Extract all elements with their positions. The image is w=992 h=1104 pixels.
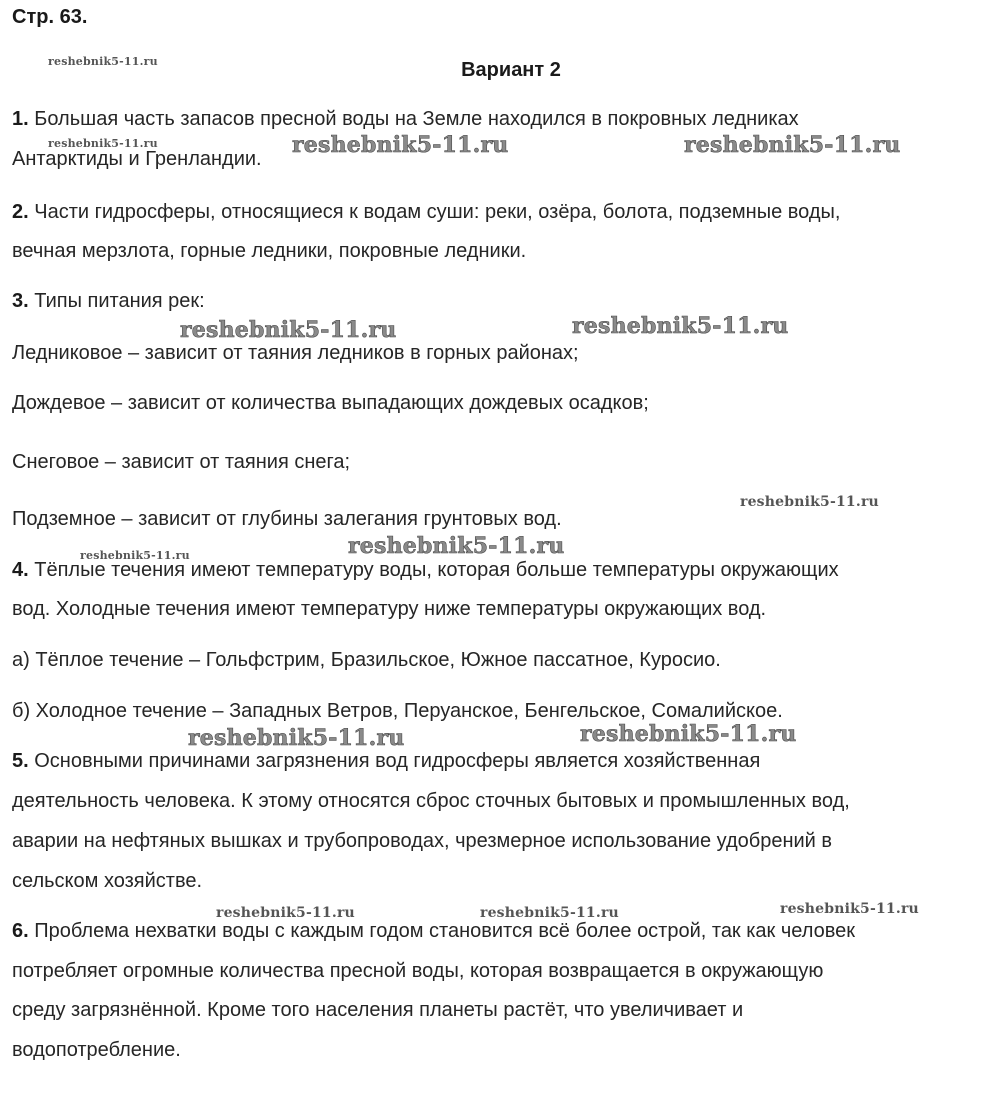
watermark: reshebnik5-11.ru — [80, 549, 190, 562]
answer-4-number: 4. — [12, 559, 29, 581]
answer-3-text: Типы питания рек: — [34, 290, 205, 312]
watermark: reshebnik5-11.ru — [292, 132, 509, 158]
watermark: reshebnik5-11.ru — [684, 132, 901, 158]
answer-6-line-2: потребляет огромные количества пресной воды, которая возвращается в окружающую — [12, 960, 824, 982]
answer-5-line-1 — [12, 749, 760, 773]
answer-1-line-1 — [12, 107, 799, 131]
answer-6-line-1 — [12, 919, 855, 943]
watermark: reshebnik5-11.ru — [580, 721, 797, 747]
watermark: reshebnik5-11.ru — [780, 901, 919, 917]
answer-6-line-4: водопотребление. — [12, 1039, 181, 1061]
answer-3-item-ground: Подземное – зависит от глубины залегания грунтовых вод. — [12, 508, 562, 530]
answer-3-intro — [12, 289, 205, 313]
answer-3-item-snow: Снеговое – зависит от таяния снега; — [12, 451, 351, 473]
answer-6-number: 6. — [12, 920, 29, 942]
variant-title: Вариант 2 — [461, 59, 561, 81]
answer-6-text: Проблема нехватки воды с каждым годом становится всё более острой, так как человек — [34, 920, 856, 942]
answer-5-line-4: сельском хозяйстве. — [12, 870, 203, 892]
answer-5-number: 5. — [12, 750, 29, 772]
answer-2-text: Части гидросферы, относящиеся к водам суши: реки, озёра, болота, подземные воды, — [34, 201, 841, 223]
watermark: reshebnik5-11.ru — [480, 905, 619, 921]
answer-5-text: Основными причинами загрязнения вод гидросферы является хозяйственная — [34, 750, 761, 772]
answer-5-line-3: аварии на нефтяных вышках и трубопроводах, чрезмерное использование удобрений в — [12, 830, 833, 852]
answer-6-line-3: среду загрязнённой. Кроме того населения планеты растёт, что увеличивает и — [12, 999, 744, 1021]
answer-1-number: 1. — [12, 108, 29, 130]
watermark: reshebnik5-11.ru — [48, 137, 158, 150]
answer-4-line-1 — [12, 558, 839, 582]
watermark: reshebnik5-11.ru — [48, 55, 158, 68]
answer-3-item-glacial: Ледниковое – зависит от таяния ледников в горных районах; — [12, 342, 579, 364]
answer-4-line-2: вод. Холодные течения имеют температуру ниже температуры окружающих вод. — [12, 598, 767, 620]
watermark: reshebnik5-11.ru — [180, 317, 397, 343]
watermark: reshebnik5-11.ru — [348, 533, 565, 559]
watermark: reshebnik5-11.ru — [188, 725, 405, 751]
answer-5-line-2: деятельность человека. К этому относятся сброс сточных бытовых и промышленных вод, — [12, 790, 850, 812]
answer-4-text: Тёплые течения имеют температуру воды, которая больше температуры окружающих — [34, 559, 839, 581]
watermark: reshebnik5-11.ru — [216, 905, 355, 921]
watermark: reshebnik5-11.ru — [572, 313, 789, 339]
answer-1-line-2: Антарктиды и Гренландии. — [12, 148, 262, 170]
answer-3-number: 3. — [12, 290, 29, 312]
answer-2-line-1 — [12, 200, 840, 224]
answer-3-item-rain: Дождевое – зависит от количества выпадающих дождевых осадков; — [12, 392, 649, 414]
answer-4-warm-currents: а) Тёплое течение – Гольфстрим, Бразильское, Южное пассатное, Куросио. — [12, 649, 721, 671]
answer-1-text: Большая часть запасов пресной воды на Земле находился в покровных ледниках — [34, 108, 799, 130]
watermark: reshebnik5-11.ru — [740, 494, 879, 510]
answer-2-line-2: вечная мерзлота, горные ледники, покровные ледники. — [12, 240, 527, 262]
page-number: Стр. 63. — [12, 6, 88, 28]
answer-4-cold-currents: б) Холодное течение – Западных Ветров, Перуанское, Бенгельское, Сомалийское. — [12, 700, 783, 722]
answer-2-number: 2. — [12, 201, 29, 223]
